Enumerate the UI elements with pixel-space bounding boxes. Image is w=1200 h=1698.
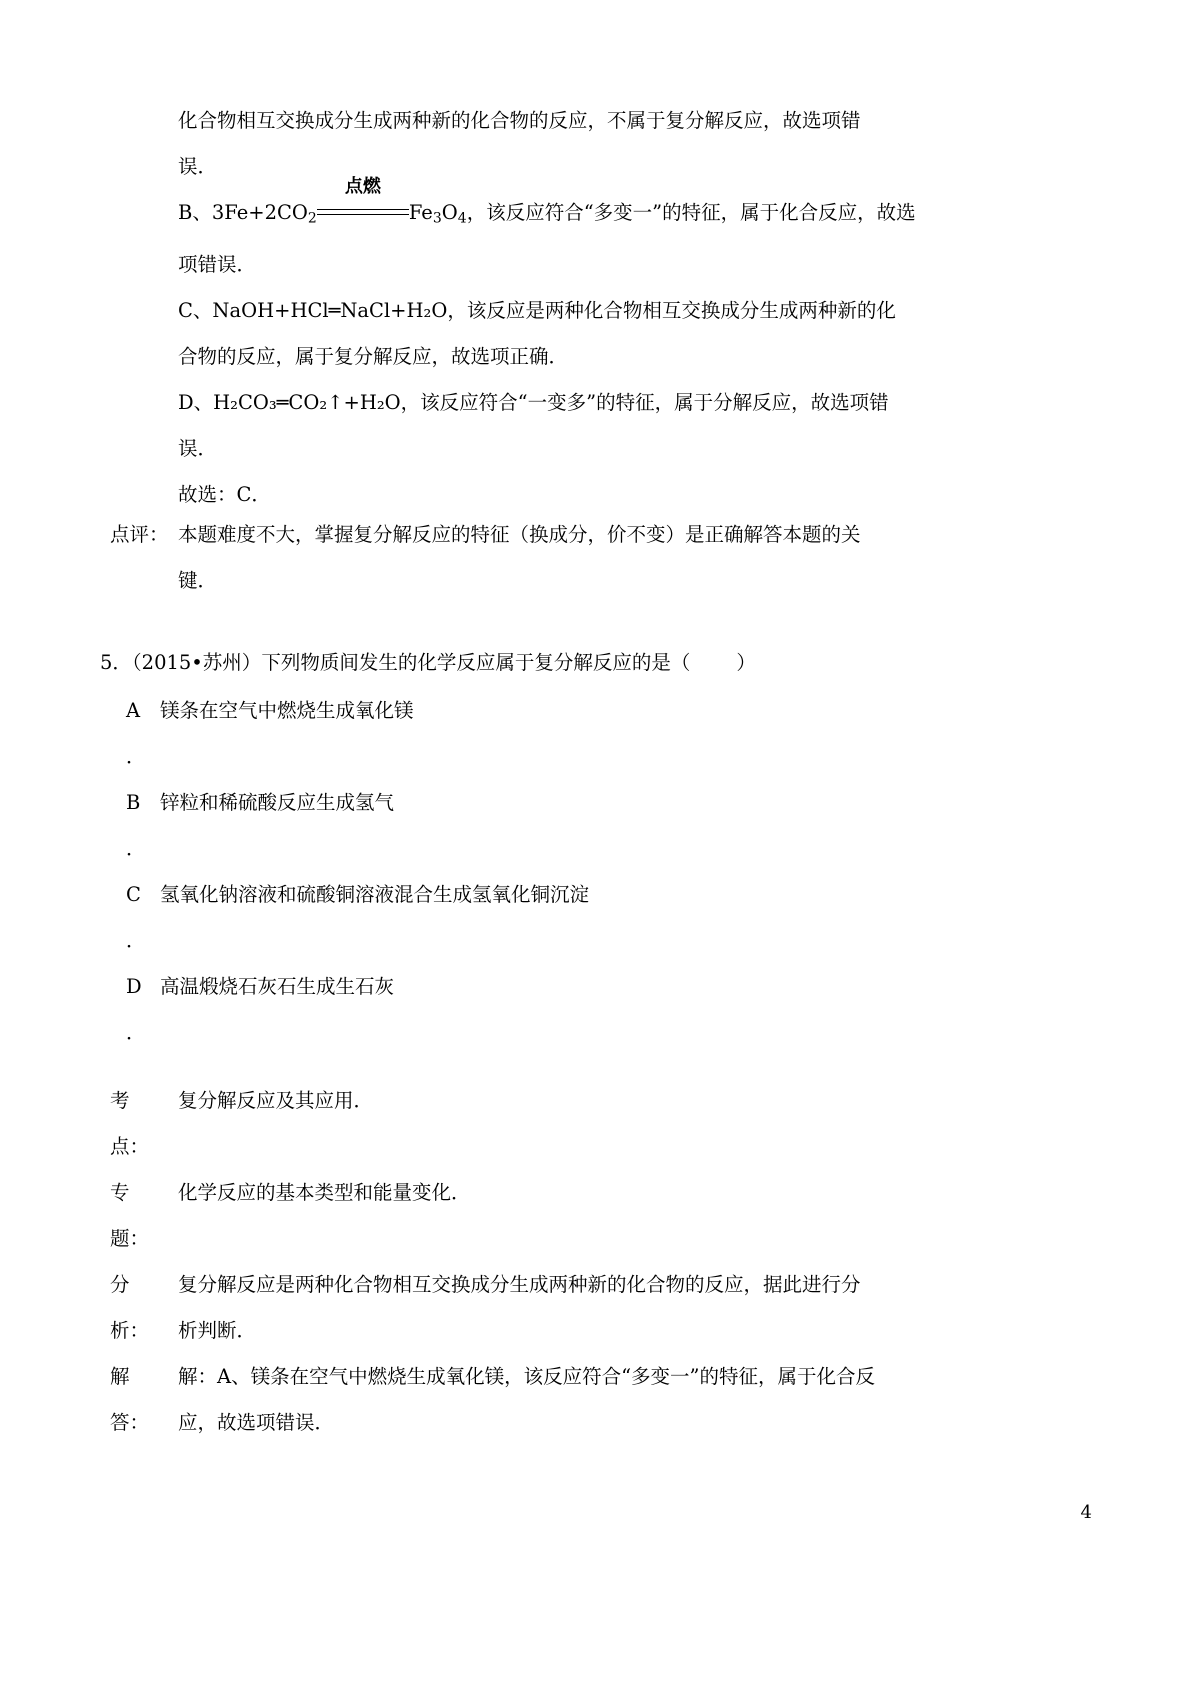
option-b-prefix: B、3Fe+2CO <box>178 201 308 224</box>
choice-d-letter: D <box>126 975 142 998</box>
row-zhuanti <box>0 1170 1200 1216</box>
zhuanti-value-cont <box>178 1216 1058 1262</box>
option-b-sub-1: 2 <box>307 210 317 227</box>
question-number: 5． <box>100 651 132 674</box>
choice-d[interactable] <box>126 964 1076 1010</box>
comment-label: 点评： <box>110 523 169 546</box>
choice-b-dot: ． <box>126 837 146 860</box>
zhuanti-value: 化学反应的基本类型和能量变化． <box>178 1181 471 1204</box>
row-jieda <box>0 1354 1200 1400</box>
page-number: 4 <box>1080 1502 1092 1523</box>
option-c-line: C、NaOH+HCl═NaCl+H₂O，该反应是两种化合物相互交换成分生成两种新的化 <box>178 298 896 322</box>
choice-c[interactable] <box>126 872 1076 918</box>
question-text: 下列物质间发生的化学反应属于复分解反应的是（ <box>261 651 691 674</box>
analysis-line-1-cont: 误． <box>178 155 218 178</box>
row-kaodian-label2 <box>0 1124 1200 1170</box>
option-b-product-fe: Fe <box>408 201 433 224</box>
comment-text: 本题难度不大，掌握复分解反应的特征（换成分，价不变）是正确解答本题的关 <box>178 523 861 546</box>
choice-b[interactable] <box>126 780 1076 826</box>
row-kaodian <box>0 1078 1200 1124</box>
fenxi-label-line2: 析： <box>110 1319 150 1342</box>
jieda-value-cont: 应，故选项错误． <box>178 1411 335 1434</box>
analysis-continuation-block <box>178 98 1068 518</box>
analysis-conclusion: 故选：C． <box>178 482 271 506</box>
kaodian-value-cont <box>178 1124 1058 1170</box>
kaodian-label-line1: 考 <box>110 1089 130 1112</box>
option-b-sub-3: 4 <box>457 210 467 227</box>
fenxi-value-cont: 析判断． <box>178 1319 257 1342</box>
comment-body <box>178 512 1068 604</box>
explanation-table <box>0 1078 1200 1446</box>
option-b-line <box>178 176 1068 242</box>
question-paren-close: ） <box>736 651 756 674</box>
option-b-sub-2: 3 <box>432 210 442 227</box>
option-b-product-o: O <box>441 201 458 224</box>
choice-a-dot: ． <box>126 745 146 768</box>
row-fenxi-cont <box>0 1308 1200 1354</box>
choice-b-text: 锌粒和稀硫酸反应生成氢气 <box>160 791 395 814</box>
choice-d-text: 高温煅烧石灰石生成生石灰 <box>160 975 395 998</box>
question-stem <box>100 640 1080 686</box>
choice-c-dot: ． <box>126 929 146 952</box>
option-d-cont: 误． <box>178 436 218 460</box>
option-d-line: D、H₂CO₃═CO₂↑+H₂O，该反应符合“一变多”的特征，属于分解反应，故选项错 <box>178 390 889 414</box>
comment-text-cont: 键． <box>178 569 218 592</box>
choice-c-letter: C <box>126 883 141 906</box>
kaodian-label-line2: 点： <box>110 1135 150 1158</box>
row-fenxi <box>0 1262 1200 1308</box>
fenxi-value: 复分解反应是两种化合物相互交换成分生成两种新的化合物的反应，据此进行分 <box>178 1273 861 1296</box>
row-zhuanti-label2 <box>0 1216 1200 1262</box>
option-b-tail: ，该反应符合“多变一”的特征，属于化合反应，故选 <box>466 201 916 224</box>
choice-a-letter: A <box>126 699 141 722</box>
fenxi-label-line1: 分 <box>110 1273 130 1296</box>
analysis-line-1: 化合物相互交换成分生成两种新的化合物的反应，不属于复分解反应，故选项错 <box>178 109 861 132</box>
question-source: （2015•苏州） <box>131 651 262 674</box>
option-b-cont: 项错误． <box>178 252 257 276</box>
reaction-condition-label: 点燃 <box>344 176 381 197</box>
reaction-arrow <box>317 176 409 236</box>
choice-list <box>126 688 1076 1056</box>
option-c-cont: 合物的反应，属于复分解反应，故选项正确． <box>178 344 569 368</box>
choice-c-text: 氢氧化钠溶液和硫酸铜溶液混合生成氢氧化铜沉淀 <box>160 883 590 906</box>
choice-a[interactable] <box>126 688 1076 734</box>
choice-b-letter: B <box>126 791 141 814</box>
kaodian-value: 复分解反应及其应用． <box>178 1089 374 1112</box>
zhuanti-label-line2: 题： <box>110 1227 150 1250</box>
choice-d-dot: ． <box>126 1021 146 1044</box>
row-jieda-cont <box>0 1400 1200 1446</box>
zhuanti-label-line1: 专 <box>110 1181 130 1204</box>
jieda-label-line2: 答： <box>110 1411 150 1434</box>
jieda-value: 解：A、镁条在空气中燃烧生成氧化镁，该反应符合“多变一”的特征，属于化合反 <box>178 1365 876 1388</box>
choice-a-text: 镁条在空气中燃烧生成氧化镁 <box>160 699 414 722</box>
jieda-label-line1: 解 <box>110 1365 130 1388</box>
